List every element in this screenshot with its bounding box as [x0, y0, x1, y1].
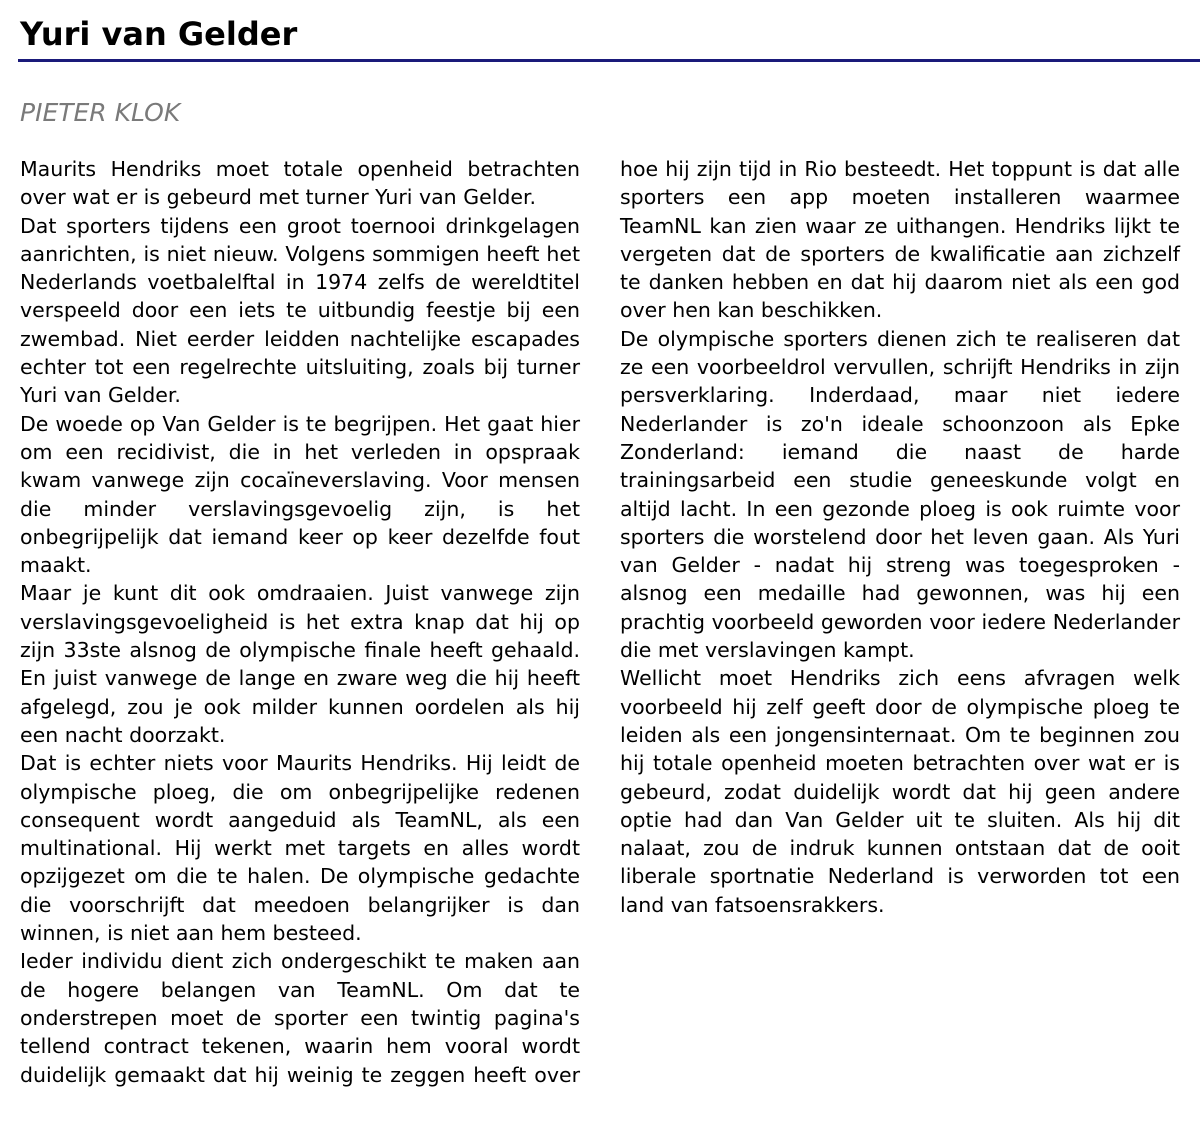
- article-paragraph-7: De olympische sporters dienen zich te realiseren dat ze een voorbeeldrol vervullen, schrijft Hendriks in zijn persverklaring. Inderdaad, maar niet iedere Nederlander is zo'n ideale schoonzoon als Epke Zonderland: iemand die naast de harde trainingsarbeid een studie geneeskunde volgt en altijd lacht. In een gezonde ploeg is ook ruimte voor sporters die worstelend door het leven gaan. Als Yuri van Gelder - nadat hij streng was toegesproken - alsnog een medaille had gewonnen, was hij een prachtig voorbeeld geworden voor iedere Nederlander die met verslavingen kampt.: [620, 326, 1180, 663]
- page-title: Yuri van Gelder: [20, 15, 298, 53]
- author-byline: PIETER KLOK: [20, 98, 181, 127]
- article-paragraph-6: Ieder individu dient zich ondergeschikt te maken aan de hogere belangen van TeamNL. Om dat te onderstrepen moet de sporter een twintig pagina's tellend contract tekenen, waarin hem vooral wordt duidelijk gemaakt dat hij weinig te zeggen heeft over hoe hij zijn tijd in Rio besteedt. Het toppunt is dat alle sporters een app moeten installeren waarmee TeamNL kan zien waar ze uithangen. Hendriks lijkt te vergeten dat de sporters de kwalificatie aan zichzelf te danken hebben en dat hij daarom niet als een god over hen kan beschikken.: [20, 157, 1180, 1087]
- article-paragraph-3: De woede op Van Gelder is te begrijpen. Het gaat hier om een recidivist, die in het verleden in opspraak kwam vanwege zijn cocaïneverslaving. Voor mensen die minder verslavingsgevoelig zijn, is het onbegrijpelijk dat iemand keer op keer dezelfde fout maakt.: [20, 411, 580, 578]
- article-paragraph-8: Wellicht moet Hendriks zich eens afvragen welk voorbeeld hij zelf geeft door de olympische ploeg te leiden als een jongensinternaat. Om te beginnen zou hij totale openheid moeten betrachten over wat er is gebeurd, zodat duidelijk wordt dat hij geen andere optie had dan Van Gelder uit te sluiten. Als hij dit nalaat, zou de indruk kunnen ontstaan dat de ooit liberale sportnatie Nederland is verworden tot een land van fatsoensrakkers.: [620, 666, 1180, 917]
- article-paragraph-1: Maurits Hendriks moet totale openheid betrachten over wat er is gebeurd met turner Yuri van Gelder.: [20, 157, 580, 210]
- article-paragraph-5: Dat is echter niets voor Maurits Hendriks. Hij leidt de olympische ploeg, die om onbegrijpelijke redenen consequent wordt aangeduid als TeamNL, als een multinational. Hij werkt met targets en alles wordt opzijgezet om die te halen. De olympische gedachte die voorschrijft dat meedoen belangrijker is dan winnen, is niet aan hem besteed.: [20, 751, 580, 946]
- article-paragraph-2: Dat sporters tijdens een groot toernooi drinkgelagen aanrichten, is niet nieuw. Volgens sommigen heeft het Nederlands voetbalelftal in 1974 zelfs de wereldtitel verspeeld door een iets te uitbundig feestje bij een zwembad. Niet eerder leidden nachtelijke escapades echter tot een regelrechte uitsluiting, zoals bij turner Yuri van Gelder.: [20, 213, 580, 408]
- title-divider: [18, 59, 1200, 62]
- article-paragraph-4: Maar je kunt dit ook omdraaien. Juist vanwege zijn verslavingsgevoeligheid is het extra knap dat hij op zijn 33ste alsnog de olympische finale heeft gehaald. En juist vanwege de lange en zware weg die hij heeft afgelegd, zou je ook milder kunnen oordelen als hij een nacht doorzakt.: [20, 581, 580, 747]
- article-body: [20, 155, 1180, 1115]
